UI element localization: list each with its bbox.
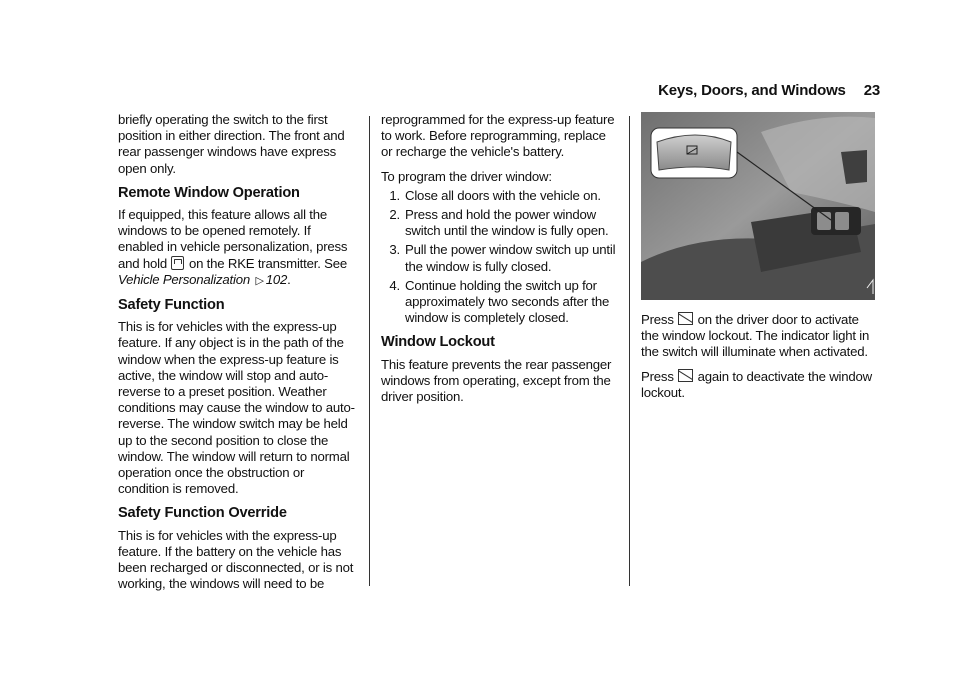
- list-item: 2. Press and hold the power window switch until the window is fully open.: [389, 207, 609, 239]
- program-steps-list: [381, 188, 617, 327]
- column-1: [118, 112, 356, 600]
- column-2: [381, 112, 617, 413]
- intro-paragraph: briefly operating the switch to the first position in either direction. The front and rear passenger windows have express open only.: [118, 112, 345, 176]
- section-title: Keys, Doors, and Windows: [658, 82, 846, 99]
- window-lockout-heading: Window Lockout: [381, 334, 495, 351]
- remote-window-heading: Remote Window Operation: [118, 184, 300, 201]
- safety-override-heading: Safety Function Override: [118, 505, 287, 522]
- page-reference-icon: ▷: [255, 274, 264, 287]
- list-item: 1. Close all doors with the vehicle on.: [389, 187, 601, 203]
- cross-reference-title[interactable]: Vehicle Personalization: [118, 271, 250, 287]
- safety-override-paragraph: This is for vehicles with the express-up feature. If the battery on the vehicle has been recharged or disconnected, or is not working, the windows will need to be: [118, 527, 354, 592]
- door-switch-photo: [641, 112, 875, 300]
- column-divider: [629, 116, 630, 586]
- column-divider: [369, 116, 370, 586]
- unlock-button-icon: [171, 256, 184, 270]
- cross-reference-page[interactable]: 102: [265, 271, 288, 287]
- list-item: 4. Continue holding the switch up for approximately two seconds after the window is completely closed.: [389, 277, 610, 326]
- column-3: [641, 112, 877, 409]
- lockout-deactivate-paragraph: Press again to deactivate the window lockout.: [641, 368, 873, 400]
- running-header: [658, 82, 880, 99]
- list-item: 3. Pull the power window switch up until the window is fully closed.: [389, 242, 616, 274]
- continued-paragraph: reprogrammed for the express-up feature to work. Before reprogramming, replace or recharge the vehicle's battery.: [381, 112, 615, 160]
- safety-function-heading: Safety Function: [118, 297, 225, 314]
- page-number: 23: [863, 82, 880, 99]
- window-lockout-icon: [678, 312, 693, 325]
- safety-function-paragraph: This is for vehicles with the express-up feature. If any object is in the path of the window when the express-up feature is active, the window will stop and auto-reverse to a preset position. Weather conditions may cause the window to auto-reverse. The window switch may be held up to the second position to close the window. The window will return to normal operation once the obstruction or condition is removed.: [118, 319, 355, 497]
- program-intro: To program the driver window:: [381, 168, 552, 184]
- window-lockout-icon: [678, 369, 693, 382]
- lockout-activate-paragraph: Press on the driver door to activate the window lockout. The indicator light in the switch will illuminate when activated.: [641, 312, 870, 360]
- window-lockout-paragraph: This feature prevents the rear passenger windows from operating, except from the driver position.: [381, 356, 612, 405]
- remote-window-paragraph: If equipped, this feature allows all the windows to be opened remotely. If enabled in vehicle personalization, press and hold on the RKE transmitter. See Vehicle Personalization ▷ 102.: [118, 207, 356, 289]
